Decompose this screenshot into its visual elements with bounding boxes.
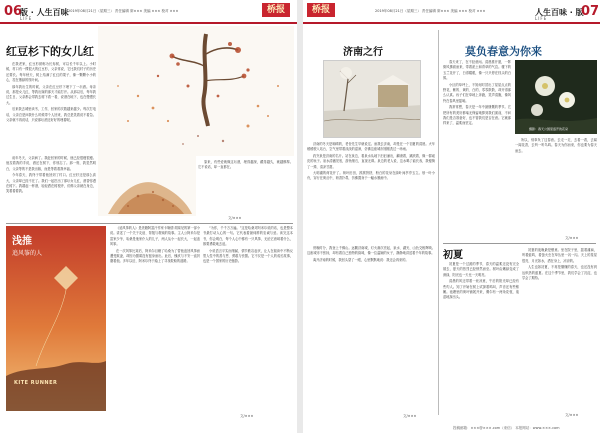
left-page-meta: 2019年08月21日（星期三） 责任编辑 廖××× 美编 ××× 校对 ××× bbox=[68, 9, 179, 13]
tree-illustration bbox=[98, 26, 294, 156]
right-section-en: LIFE bbox=[535, 16, 548, 21]
article-byline: 文/××× bbox=[228, 216, 242, 220]
spring-byline: 文/××× bbox=[565, 236, 579, 240]
paragraph: 小说语言平实而细腻，情节跌宕起伏，让人在阅读中不断反思人性中的善与恶、勇敢与怯懦。它不仅是一个人的成长故事，也是一个国家的历史缩影。 bbox=[203, 248, 293, 264]
paragraph: 在一次风筝比赛后，阿米尔目睹了哈桑为了替他追回风筝而遭受欺凌，却因为懦弱没有挺身而出。此后，愧疚与不安一直折磨着他。多年以后，阿米尔终于踏上了寻找救赎的道路。 bbox=[110, 248, 200, 264]
right-page bbox=[303, 0, 600, 433]
leaf-pile-svg bbox=[98, 156, 196, 216]
left-page-number: 06 bbox=[4, 4, 23, 19]
snow-painting-image bbox=[323, 60, 421, 138]
paragraph: “为你，千千万万遍。”这是哈桑对阿米尔说的话，也是整本书最打动人心的一句。它代表着最纯粹的忠诚与爱。读完这本书，你会明白，每个人心中都有一只风筝，无论它意味着什么，都要勇敢地去追。 bbox=[203, 226, 293, 247]
summer-byline: 文/××× bbox=[565, 413, 579, 417]
article-headline: 初夏 bbox=[443, 250, 463, 261]
right-page-header bbox=[303, 0, 600, 26]
left-page-header bbox=[0, 0, 297, 26]
paragraph: 原来，有些爱就像这坛酒，埋得越深，藏得越久，就越醇厚。它不说话，却一直都在。 bbox=[198, 160, 293, 170]
paragraph: 人生也如初夏，不再是懵懂的春天，也还没有到达炽热的盛夏。在这个季节里，我们学会了沉淀，也学会了期待。 bbox=[522, 265, 597, 281]
leaf-pile-image bbox=[98, 156, 196, 216]
flower-photo bbox=[515, 60, 597, 134]
newspaper-logo: 桥报 bbox=[262, 3, 290, 17]
book-review-col1 bbox=[110, 226, 200, 411]
section-divider bbox=[6, 223, 293, 224]
paragraph: 济南的冬天是响晴的，老舍先生早就说过。而我去济南，却是在一个初夏的清晨。火车缓缓驶入站台，空气里带着淡淡的湿润，仿佛这座城市刚刚洗过一场雨。 bbox=[307, 142, 435, 152]
column-divider bbox=[438, 30, 439, 415]
paragraph: 离开济南的时候，我回头望了一眼，心里默默地说：我还会再来的。 bbox=[313, 257, 409, 262]
book-review-byline: 文/××× bbox=[240, 414, 254, 418]
paragraph: 初夏是一个过渡的季节，春天的温柔还没有完全褪去，夏天的热烈已经悄然而至。树叶由嫩绿变成了深绿，阳光也一天比一天明亮。 bbox=[443, 262, 519, 277]
left-page bbox=[0, 0, 297, 433]
book-section-title: 浅推 bbox=[12, 236, 32, 247]
paragraph: 趵突泉是济南的名片。站在泉边，看泉水从地下汩汩涌出，翻滚着，跳跃着，像一群顽皮的孩子。泉水清澈见底，游鱼细石，直视无碍。泉边的老人说，这水喝了能长寿，我便掬了一捧，清凉甘甜。 bbox=[307, 153, 435, 169]
paragraph: 春天来了，在不经意间。清晨推开窗，一阵微风拂面而来，带着泥土和青草的气息。楼下的玉兰花开了，白得耀眼，像一只只停在枝头的白鸽。 bbox=[443, 60, 511, 81]
paragraph: 前年冬天，父亲病了。我赶回家的时候，他已经很瘦很瘦。他拉着我的手说，酒还在树下，你别忘了。那一刻，我忽然明白，父亲等的不是我出嫁，而是等着看我幸福。 bbox=[6, 156, 96, 171]
book-cover-label: KITE RUNNER bbox=[14, 380, 58, 386]
right-page-meta: 2019年08月21日（星期三） 责任编辑 廖××× 美编 ××× 校对 ××× bbox=[375, 9, 486, 13]
article-headline: 红豆杉下的女儿红 bbox=[6, 45, 94, 58]
newspaper-logo: 桥报 bbox=[307, 3, 335, 17]
flower-photo-svg bbox=[515, 60, 597, 134]
paragraph: 后来我去城里读书，工作，回家的次数越来越少。每次打电话，父亲总是问我什么时候带个人回来，我总是笑着说不着急。父亲就不再说话，只说那坛酒还好好的埋着呢。 bbox=[6, 107, 96, 123]
jinan-byline: 文/××× bbox=[403, 414, 417, 418]
article-body-col3 bbox=[198, 160, 293, 216]
paragraph: 所以，别辜负了这春意。去走一走，去看一看，去闻一闻花香，去听一听鸟鸣。春天为你而来，你也要为春天而去。 bbox=[515, 138, 597, 153]
section-divider bbox=[443, 243, 596, 244]
summer-article-body-2 bbox=[522, 248, 597, 412]
header-rule bbox=[0, 22, 297, 24]
paragraph: 今年春天，我终于带着他回到了村口。红豆杉还是那么高大，父亲却已经不在了。我们一起挖出了那坛女儿红，酒香弥漫在树下。我端起一杯酒，轻轻洒在树根旁，仿佛父亲就在身边，笑着看着我。 bbox=[6, 173, 96, 194]
paragraph: 那年我出生的时候，父亲在红豆杉下埋下了一坛酒。母亲说，那是女儿红，等我出嫁的那天才能打开。从那以后，每年我过生日，父亲都会带我去树下看一看，说酒在地下，也在慢慢长大。 bbox=[6, 84, 96, 105]
page-footer: 投稿邮箱：×××@×××.com（来信） 本报网站：www.×××.com bbox=[453, 426, 560, 430]
paragraph: 在我老家，红豆杉被称为长寿树，可以长千年以上。小时候，村口有一棵很大的红豆杉，父亲常说，它比我们村子的历史还要长。每年秋天，树上结满了红红的果子，像一颗颗小小的心，挂在墨绿的枝叶间。 bbox=[6, 62, 96, 83]
left-section-title: 版 · 人生百味 bbox=[20, 8, 69, 17]
article-headline: 莫负春意为你来 bbox=[465, 45, 542, 58]
article-body-col2 bbox=[6, 156, 96, 216]
right-section-title: 人生百味 · 版 bbox=[535, 8, 584, 17]
paragraph: 初夏的夜晚最是惬意。坐在院子里，摇着蒲扇，听着蛙鸣，看萤火虫在草丛里一闪一闪。天上的星星很亮，月光如水，洒在身上，凉凉的。 bbox=[522, 248, 597, 263]
summer-article-body bbox=[443, 262, 519, 412]
spring-article-body bbox=[443, 60, 511, 236]
paragraph: 清晨的风还带着一丝凉意，午后的阳光却已经有些灼人。知了开始在树上试探着鸣叫，声音还有些稚嫩。池塘里的荷叶铺展开来，偶尔有一两朵花苞，羞涩地探出头。 bbox=[443, 279, 519, 300]
paragraph: 小区的草坪上，不知何时冒出了星星点点的野花，紫的、黄的、白的，零零散散，却开得那么认真。孩子们在草地上奔跑，笑声清脆，像风铃在春风里摇响。 bbox=[443, 82, 511, 103]
right-page-number: 07 bbox=[581, 4, 600, 19]
paragraph: 我常常想，春天是一年中最慷慨的季节。它把所有的美好都毫无保留地捧到我们面前，不问我们是否准备好，也不管我们是否在意。它就那样来了，温柔而坚定。 bbox=[443, 105, 511, 126]
paragraph: 《追风筝的人》是美籍阿富汗作家卡勒德·胡赛尼的第一部小说。讲述了一个关于友谊、背叛与救赎的故事。主人公阿米尔是富家少爷，哈桑是他家仆人的儿子，两人从小一起长大，一起追风筝。 bbox=[110, 226, 200, 247]
spring-article-body-2 bbox=[515, 138, 597, 236]
left-section-en: LIFE bbox=[20, 16, 33, 21]
paragraph: 傍晚时分，我登上千佛山。远眺济南城，灯火渐次亮起，泉水、湖光、山色交相辉映。这座城市不张扬，却有着自己独特的韵味，像一位温婉的女子，静静地讲述着千年的故事。 bbox=[307, 246, 435, 256]
snow-painting-svg bbox=[324, 61, 421, 138]
header-rule bbox=[303, 22, 600, 24]
book-title: 追风筝的人 bbox=[12, 250, 43, 257]
book-review-col2 bbox=[203, 226, 293, 411]
article-headline: 济南之行 bbox=[343, 47, 383, 58]
jinan-article-body-2 bbox=[307, 246, 435, 411]
flower-photo-caption: 摄影：春天公园里盛开的花朵 bbox=[529, 127, 569, 131]
tree-illustration-svg bbox=[98, 26, 294, 156]
jinan-article-body bbox=[307, 142, 435, 242]
paragraph: 大明湖的荷花开了。荷叶田田，挨挨挤挤，粉白的花朵在绿叶间亭亭玉立。划一叶小舟，穿行在荷丛中，荷香扑鼻，仿佛置身于一幅水墨画中。 bbox=[307, 171, 435, 181]
